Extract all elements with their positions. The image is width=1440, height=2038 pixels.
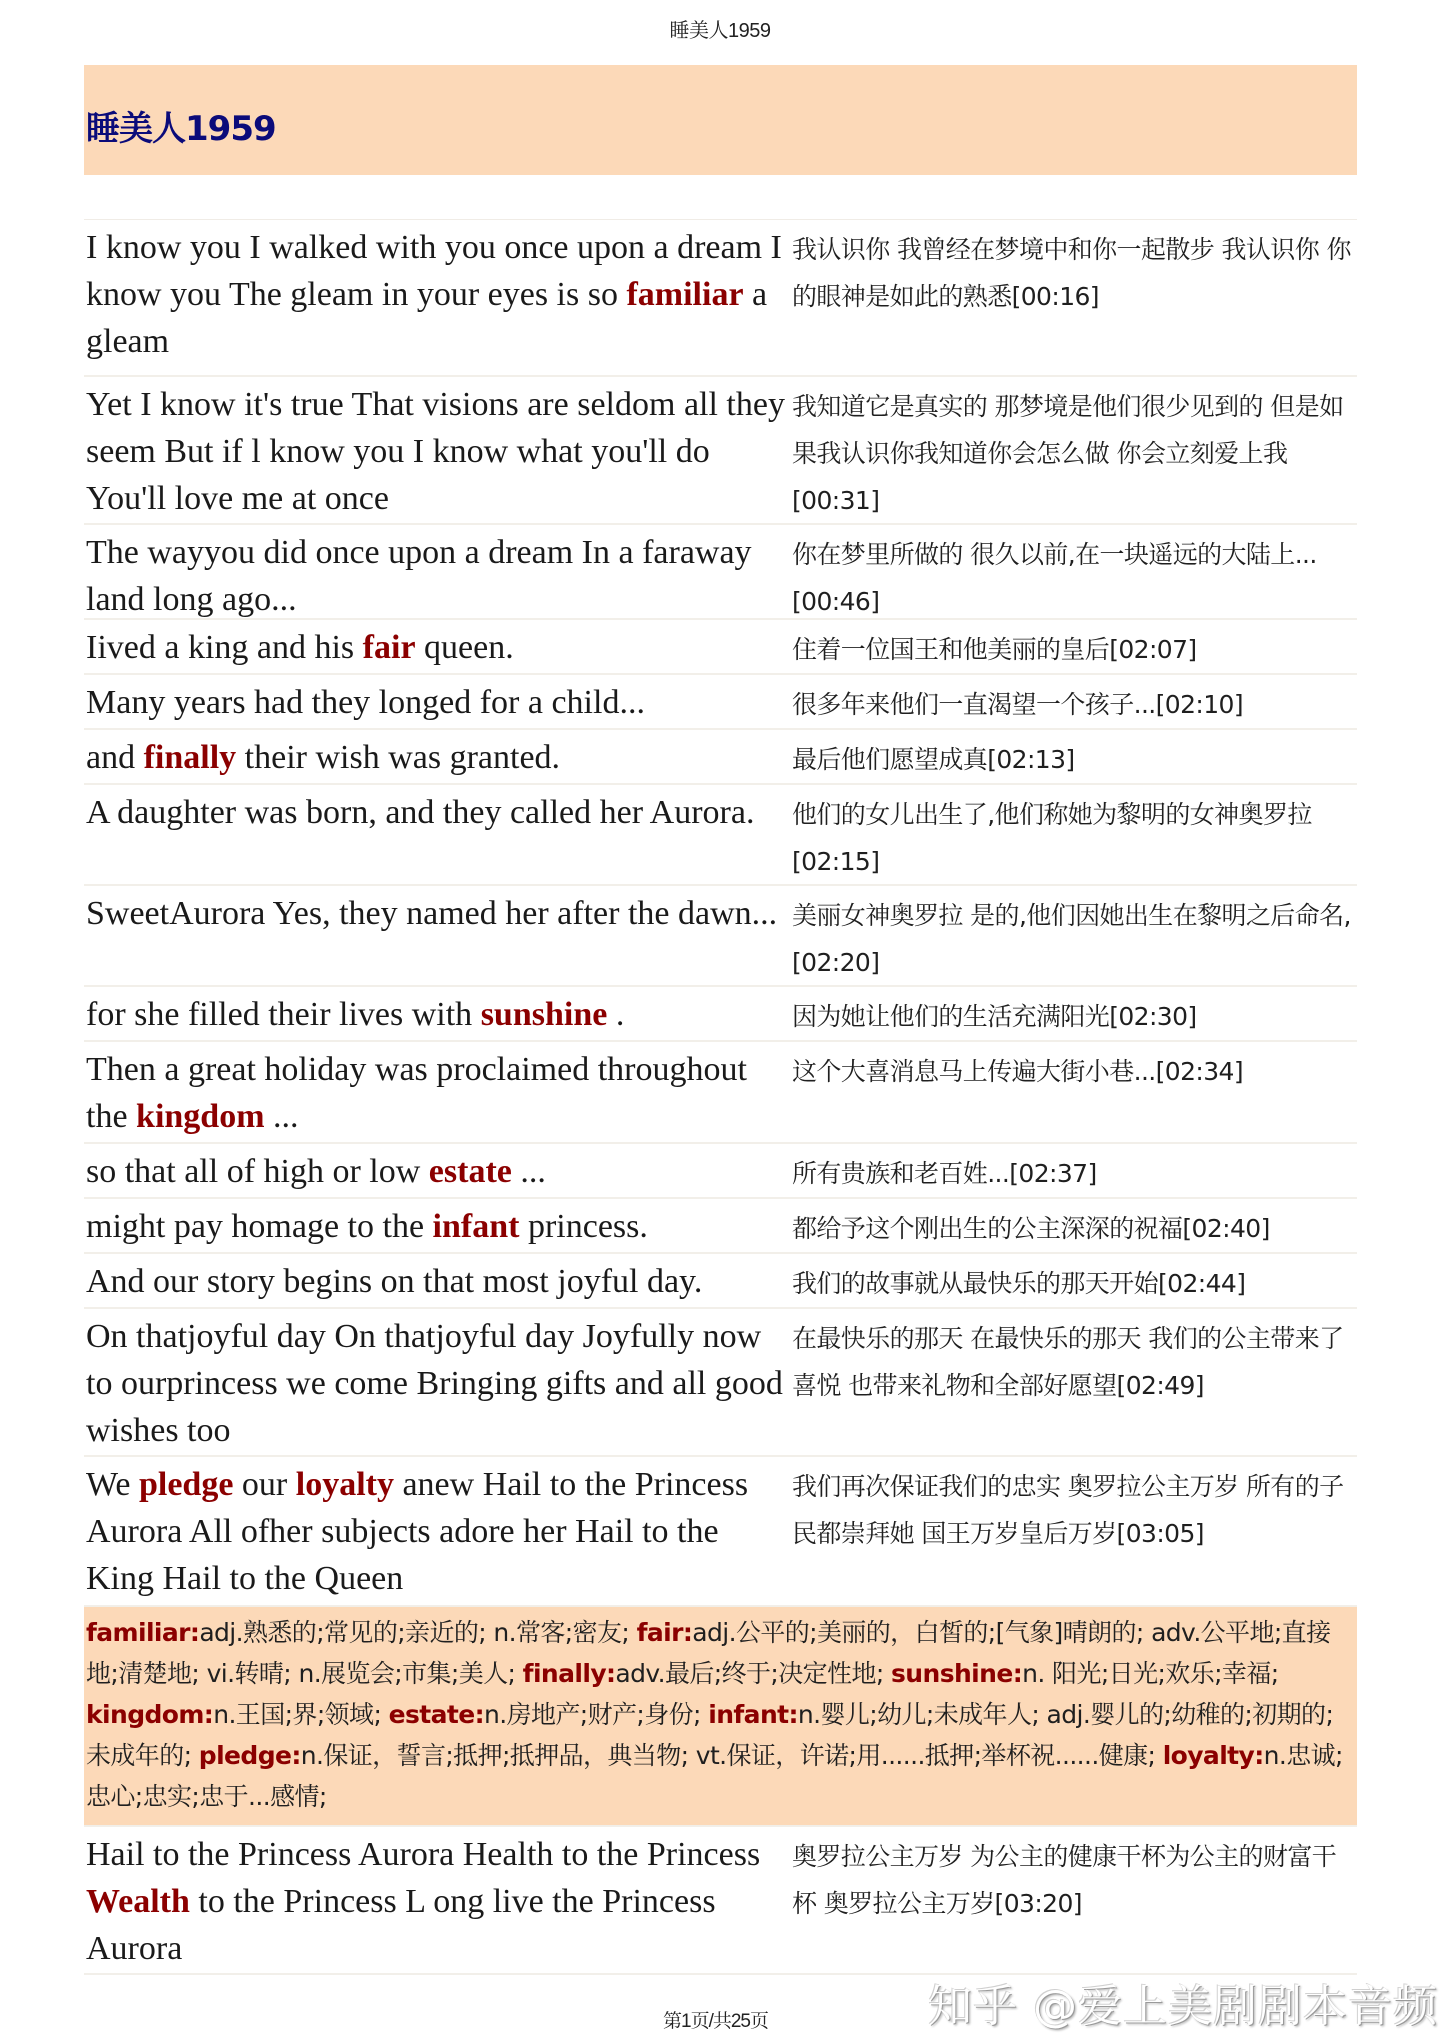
vocab-word: fair: [636, 1618, 693, 1647]
table-row [84, 1309, 1357, 1457]
chinese-translation: 他们的女儿出生了,他们称她为黎明的女神奥罗拉[02:15] [792, 800, 1312, 876]
chinese-translation: 你在梦里所做的 很久以前,在一块遥远的大陆上...[00:46] [792, 540, 1317, 616]
vocab-definition: n. 阳光;日光;欢乐;幸福; [1022, 1659, 1279, 1688]
english-text: Many years had they longed for a child... [86, 684, 645, 721]
title-banner [84, 65, 1357, 175]
table-row [84, 1457, 1357, 1607]
vocab-word: pledge: [198, 1741, 301, 1770]
english-text: princess. [519, 1208, 648, 1245]
chinese-translation: 因为她让他们的生活充满阳光[02:30] [792, 1002, 1197, 1031]
english-line [84, 1457, 786, 1605]
keyword-highlight: familiar [626, 276, 744, 313]
english-line [84, 1199, 786, 1252]
vocab-word: estate: [388, 1700, 485, 1729]
table-row [84, 377, 1357, 525]
english-line [84, 730, 786, 783]
keyword-highlight: loyalty [295, 1466, 394, 1503]
page-indicator: 第1页/共25页 [663, 2011, 768, 2032]
chinese-translation: 美丽女神奥罗拉 是的,他们因她出生在黎明之后命名,[02:20] [792, 901, 1351, 977]
vocab-word: infant: [708, 1700, 798, 1729]
table-row [84, 886, 1357, 987]
keyword-highlight: finally [143, 739, 237, 776]
english-text: And our story begins on that most joyful day. [86, 1263, 703, 1300]
english-text: I know you I walked with you once upon a dream I know you The gleam in your eyes is so [86, 229, 782, 313]
table-row [84, 1042, 1357, 1144]
vocab-definition: adj.公平的;美丽的，白皙的;[气象]晴朗的; adv.公平地;直接地;清楚地; vi.转晴; n.展览会;市集;美人; [86, 1618, 1331, 1688]
vocab-word: loyalty: [1162, 1741, 1264, 1770]
vocab-word: sunshine: [891, 1659, 1023, 1688]
english-text: Then a great holiday was proclaimed throughout the [86, 1051, 747, 1135]
english-text: We [86, 1466, 139, 1503]
vocabulary-box [84, 1607, 1357, 1827]
english-line [84, 620, 786, 673]
table-row [84, 525, 1357, 620]
page-header-title: 睡美人1959 [669, 20, 771, 42]
chinese-translation: 在最快乐的那天 在最快乐的那天 我们的公主带来了喜悦 也带来礼物和全部好愿望[02:49] [792, 1324, 1344, 1400]
table-row [84, 1254, 1357, 1309]
watermark: 知乎 @爱上美剧剧本音频 [928, 1981, 1438, 2032]
table-row [84, 220, 1357, 377]
english-text: The wayyou did once upon a dream In a faraway land long ago... [86, 534, 752, 618]
table-row [84, 785, 1357, 886]
document-title: 睡美人1959 [86, 109, 276, 149]
keyword-highlight: sunshine [480, 996, 608, 1033]
vocab-definition: n.婴儿;幼儿;未成年人; adj.婴儿的;幼稚的;初期的;未成年的; [86, 1700, 1334, 1770]
chinese-translation: 我认识你 我曾经在梦境中和你一起散步 我认识你 你的眼神是如此的熟悉[00:16] [792, 235, 1351, 311]
table-row [84, 620, 1357, 675]
english-text: for she filled their lives with [86, 996, 481, 1033]
english-text: and [86, 739, 144, 776]
vocab-definition: n.保证，誓言;抵押;抵押品，典当物; vt.保证，许诺;用......抵押;举杯祝......健康; [300, 1741, 1163, 1770]
chinese-translation: 我们再次保证我们的忠实 奥罗拉公主万岁 所有的子民都崇拜她 国王万岁皇后万岁[03:05] [792, 1472, 1344, 1548]
table-row [84, 1827, 1357, 1975]
english-line [84, 1144, 786, 1197]
chinese-translation: 最后他们愿望成真[02:13] [792, 745, 1075, 774]
english-text: anew Hail to the Princess Aurora All ofher subjects adore her Hail to the King Hail to the Queen [86, 1466, 749, 1597]
english-line [84, 785, 786, 884]
english-text: our [233, 1466, 296, 1503]
table-row [84, 987, 1357, 1042]
keyword-highlight: Wealth [86, 1883, 190, 1920]
chinese-translation: 很多年来他们一直渴望一个孩子...[02:10] [792, 690, 1243, 719]
english-text: their wish was granted. [236, 739, 561, 776]
chinese-translation: 住着一位国王和他美丽的皇后[02:07] [792, 635, 1197, 664]
keyword-highlight: kingdom [136, 1098, 265, 1135]
vocab-definition: n.王国;界;领域; [213, 1700, 389, 1729]
english-text: . [607, 996, 625, 1033]
table-row [84, 1144, 1357, 1199]
chinese-translation: 我们的故事就从最快乐的那天开始[02:44] [792, 1269, 1246, 1298]
english-line [84, 525, 786, 618]
english-text: might pay homage to the [86, 1208, 433, 1245]
english-text: a gleam [86, 276, 768, 360]
vocab-definition: adj.熟悉的;常见的;亲近的; n.常客;密友; [199, 1618, 637, 1647]
english-text: so that all of high or low [86, 1153, 429, 1190]
english-line [84, 886, 786, 985]
english-line [84, 377, 786, 523]
english-text: Yet I know it's true That visions are seldom all they seem But if l know you I know what you'll do You'll love me at once [86, 386, 785, 517]
english-text: ... [264, 1098, 299, 1135]
english-line [84, 1042, 786, 1142]
english-line [84, 220, 786, 375]
english-line [84, 987, 786, 1040]
english-line [84, 1309, 786, 1455]
english-text: queen. [415, 629, 514, 666]
chinese-translation: 都给予这个刚出生的公主深深的祝福[02:40] [792, 1214, 1270, 1243]
english-text: A daughter was born, and they called her Aurora. [86, 794, 755, 831]
table-row [84, 730, 1357, 785]
english-text: On thatjoyful day On thatjoyful day Joyfully now to ourprincess we come Bringing gifts and all good wishes too [86, 1318, 783, 1449]
chinese-translation: 我知道它是真实的 那梦境是他们很少见到的 但是如果我认识你我知道你会怎么做 你会立刻爱上我[00:31] [792, 392, 1344, 515]
english-line [84, 675, 786, 728]
subtitle-table [84, 219, 1357, 1975]
english-line [84, 1254, 786, 1307]
english-text: SweetAurora Yes, they named her after the dawn... [86, 895, 778, 932]
vocab-word: familiar: [86, 1618, 200, 1647]
vocab-word: finally: [522, 1659, 616, 1688]
keyword-highlight: pledge [138, 1466, 234, 1503]
chinese-translation: 奥罗拉公主万岁 为公主的健康干杯为公主的财富干杯 奥罗拉公主万岁[03:20] [792, 1842, 1337, 1918]
chinese-translation: 这个大喜消息马上传遍大街小巷...[02:34] [792, 1057, 1243, 1086]
english-text: ... [511, 1153, 546, 1190]
keyword-highlight: fair [362, 629, 416, 666]
vocab-definition: n.房地产;财产;身份; [484, 1700, 709, 1729]
vocab-word: kingdom: [86, 1700, 214, 1729]
keyword-highlight: infant [432, 1208, 520, 1245]
english-text: to the Princess L ong live the Princess Aurora [86, 1883, 716, 1967]
table-row [84, 1199, 1357, 1254]
vocab-definition: adv.最后;终于;决定性地; [615, 1659, 892, 1688]
keyword-highlight: estate [428, 1153, 512, 1190]
english-line [84, 1827, 786, 1973]
english-text: Iived a king and his [86, 629, 363, 666]
table-row [84, 675, 1357, 730]
english-text: Hail to the Princess Aurora Health to the Princess [86, 1836, 761, 1873]
chinese-translation: 所有贵族和老百姓...[02:37] [792, 1159, 1097, 1188]
vocab-definition: n.忠诚;忠心;忠实;忠于...感情; [86, 1741, 1343, 1811]
